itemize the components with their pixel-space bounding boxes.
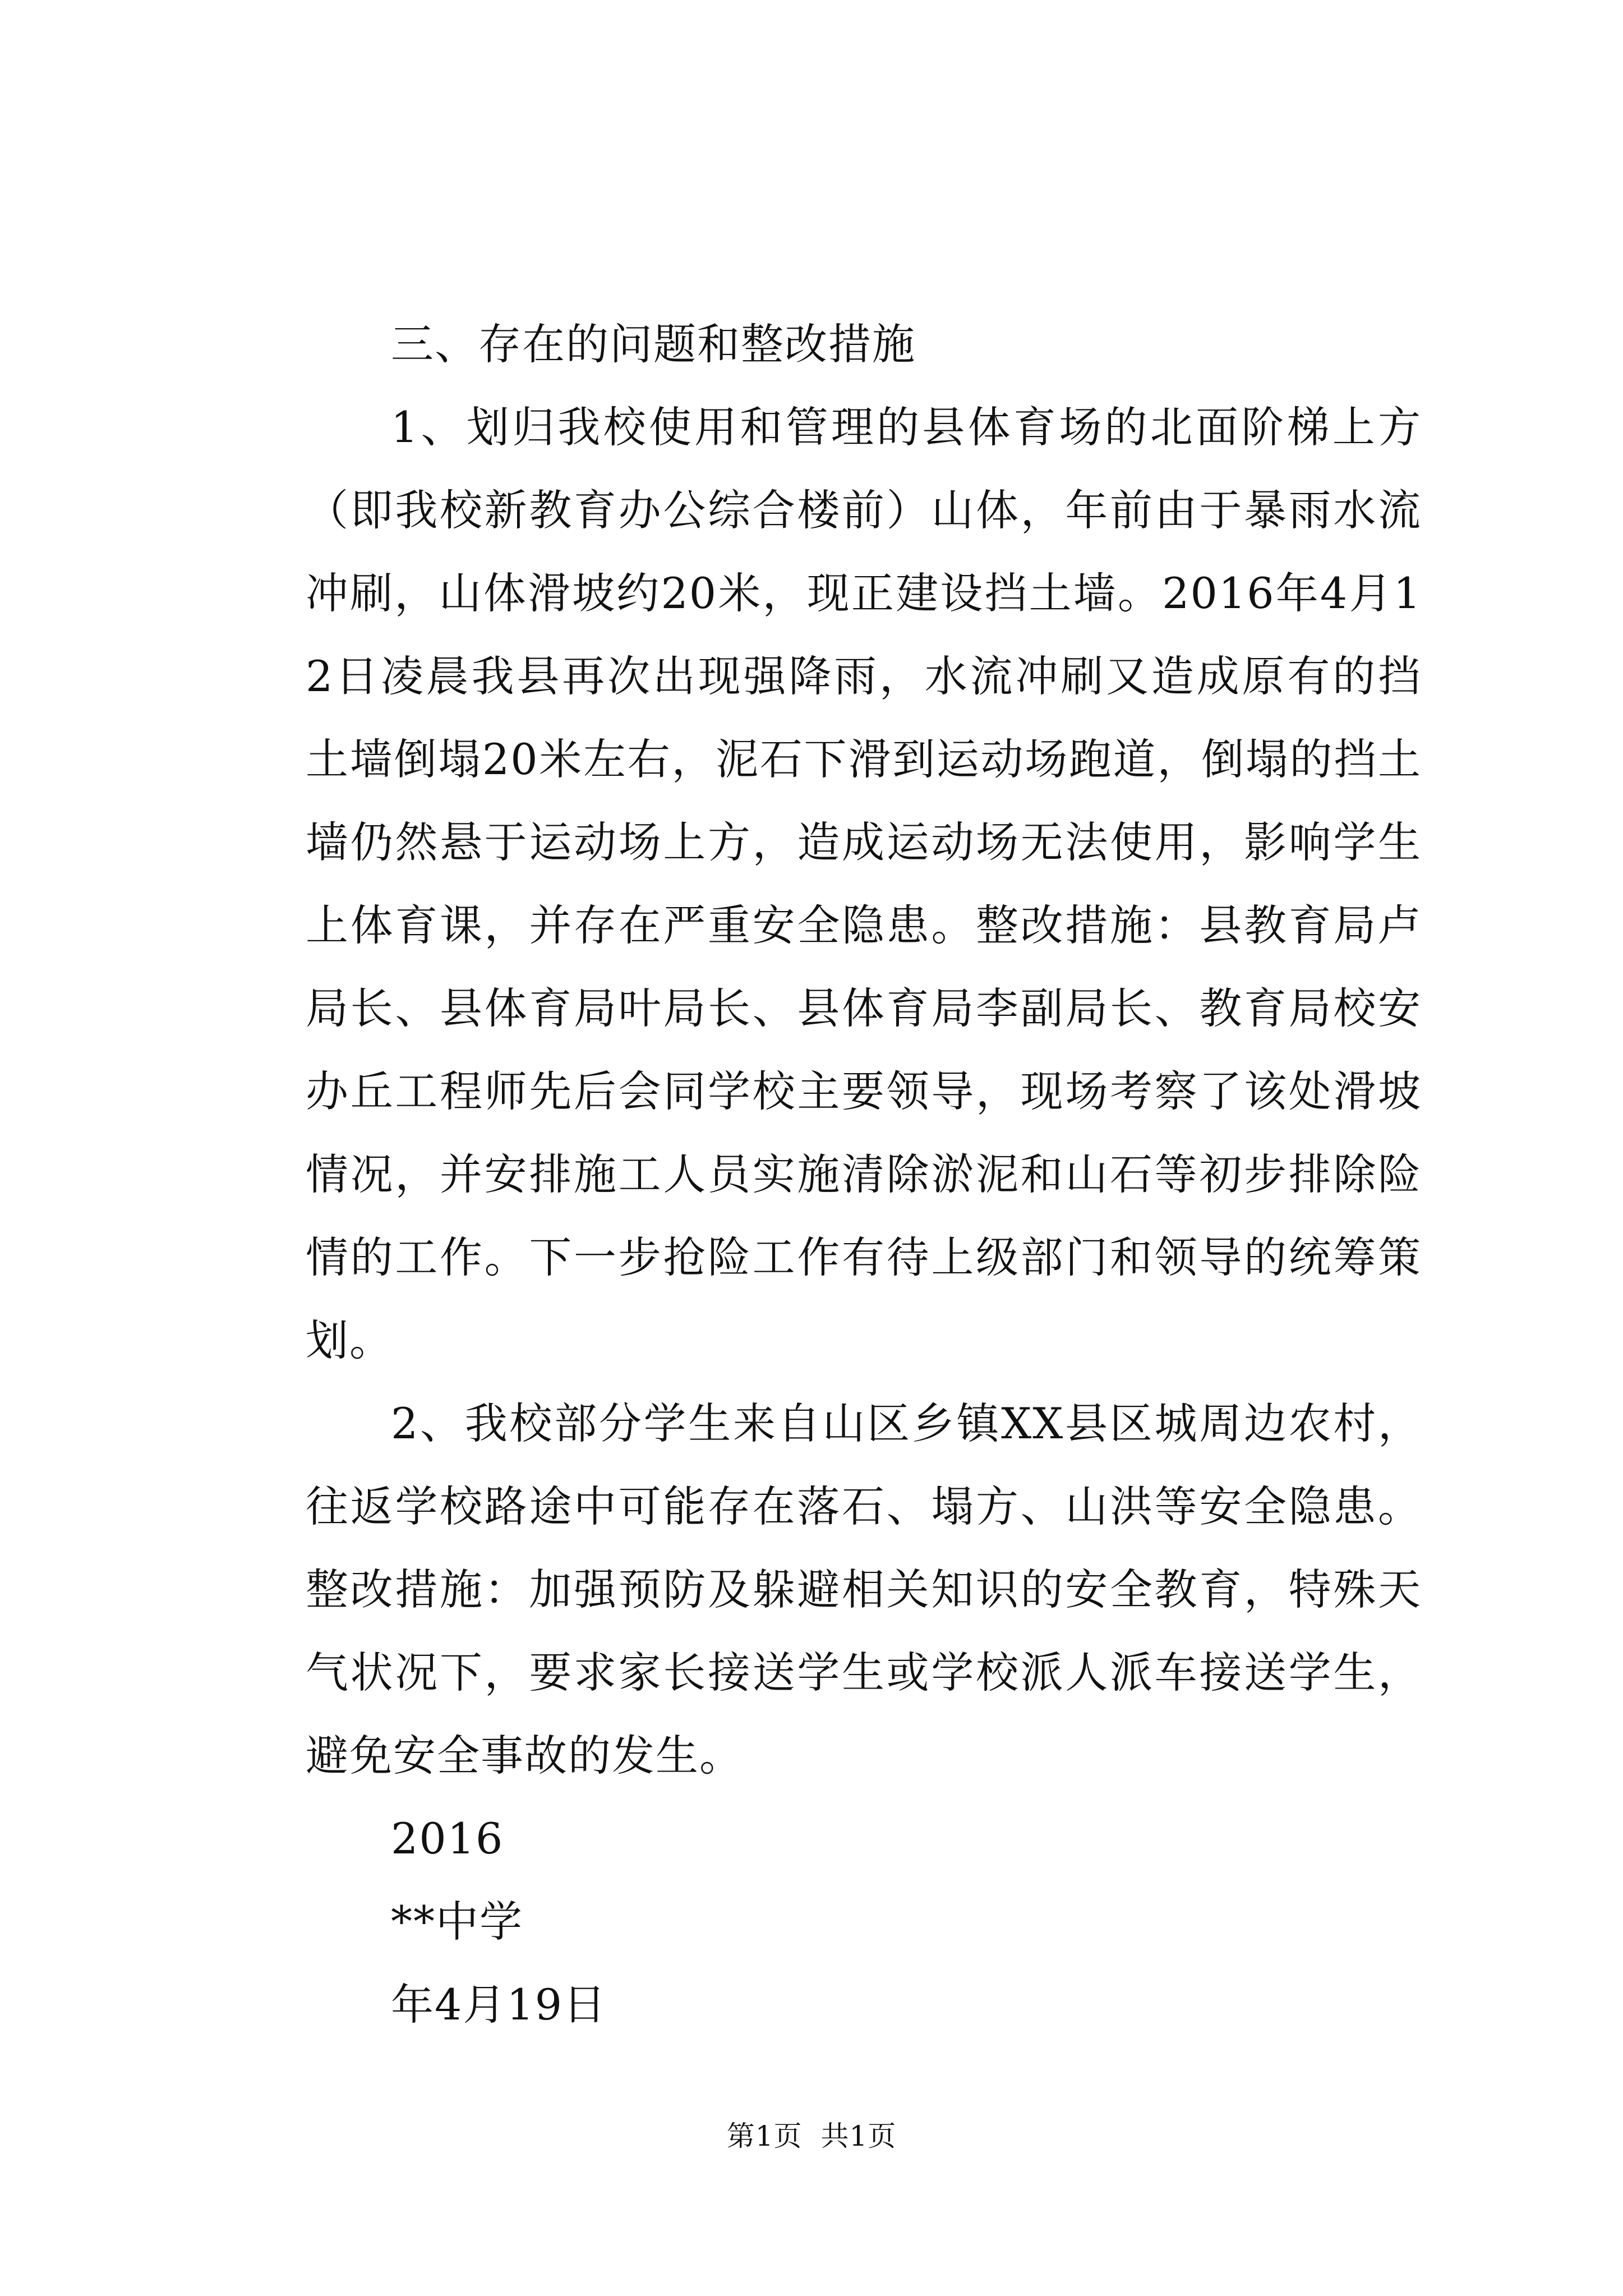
section-heading: 三、存在的问题和整改措施 <box>391 319 916 369</box>
page-footer <box>0 2119 1623 2153</box>
signature-date: 年4月19日 <box>391 1980 607 2030</box>
document-body <box>306 303 1422 2046</box>
signature-year: 2016 <box>391 1814 504 1864</box>
paragraph-1: 1、划归我校使用和管理的县体育场的北面阶梯上方（即我校新教育办公综合楼前）山体，年前由于暴雨水流冲刷，山体滑坡约20米，现正建设挡土墙。2016年4月12日凌晨我县再次出现强降雨，水流冲刷又造成原有的挡土墙倒塌20米左右，泥石下滑到运动场跑道，倒塌的挡土墙仍然悬于运动场上方，造成运动场无法使用，影响学生上体育课，并存在严重安全隐患。整改措施：县教育局卢局长、县体育局叶局长、县体育局李副局长、教育局校安办丘工程师先后会同学校主要领导，现场考察了该处滑坡情况，并安排施工人员实施清除淤泥和山石等初步排除险情的工作。下一步抢险工作有待上级部门和领导的统筹策划。 <box>306 402 1422 1365</box>
page-number: 第1页 <box>726 2120 803 2152</box>
page-total: 共1页 <box>820 2120 897 2152</box>
signature-school: **中学 <box>391 1897 523 1947</box>
signature-block <box>306 1797 1422 2046</box>
paragraph-2: 2、我校部分学生来自山区乡镇XX县区城周边农村，往返学校路途中可能存在落石、塌方、山洪等安全隐患。整改措施：加强预防及躲避相关知识的安全教育，特殊天气状况下，要求家长接送学生或学校派人派车接送学生，避免安全事故的发生。 <box>306 1398 1422 1780</box>
